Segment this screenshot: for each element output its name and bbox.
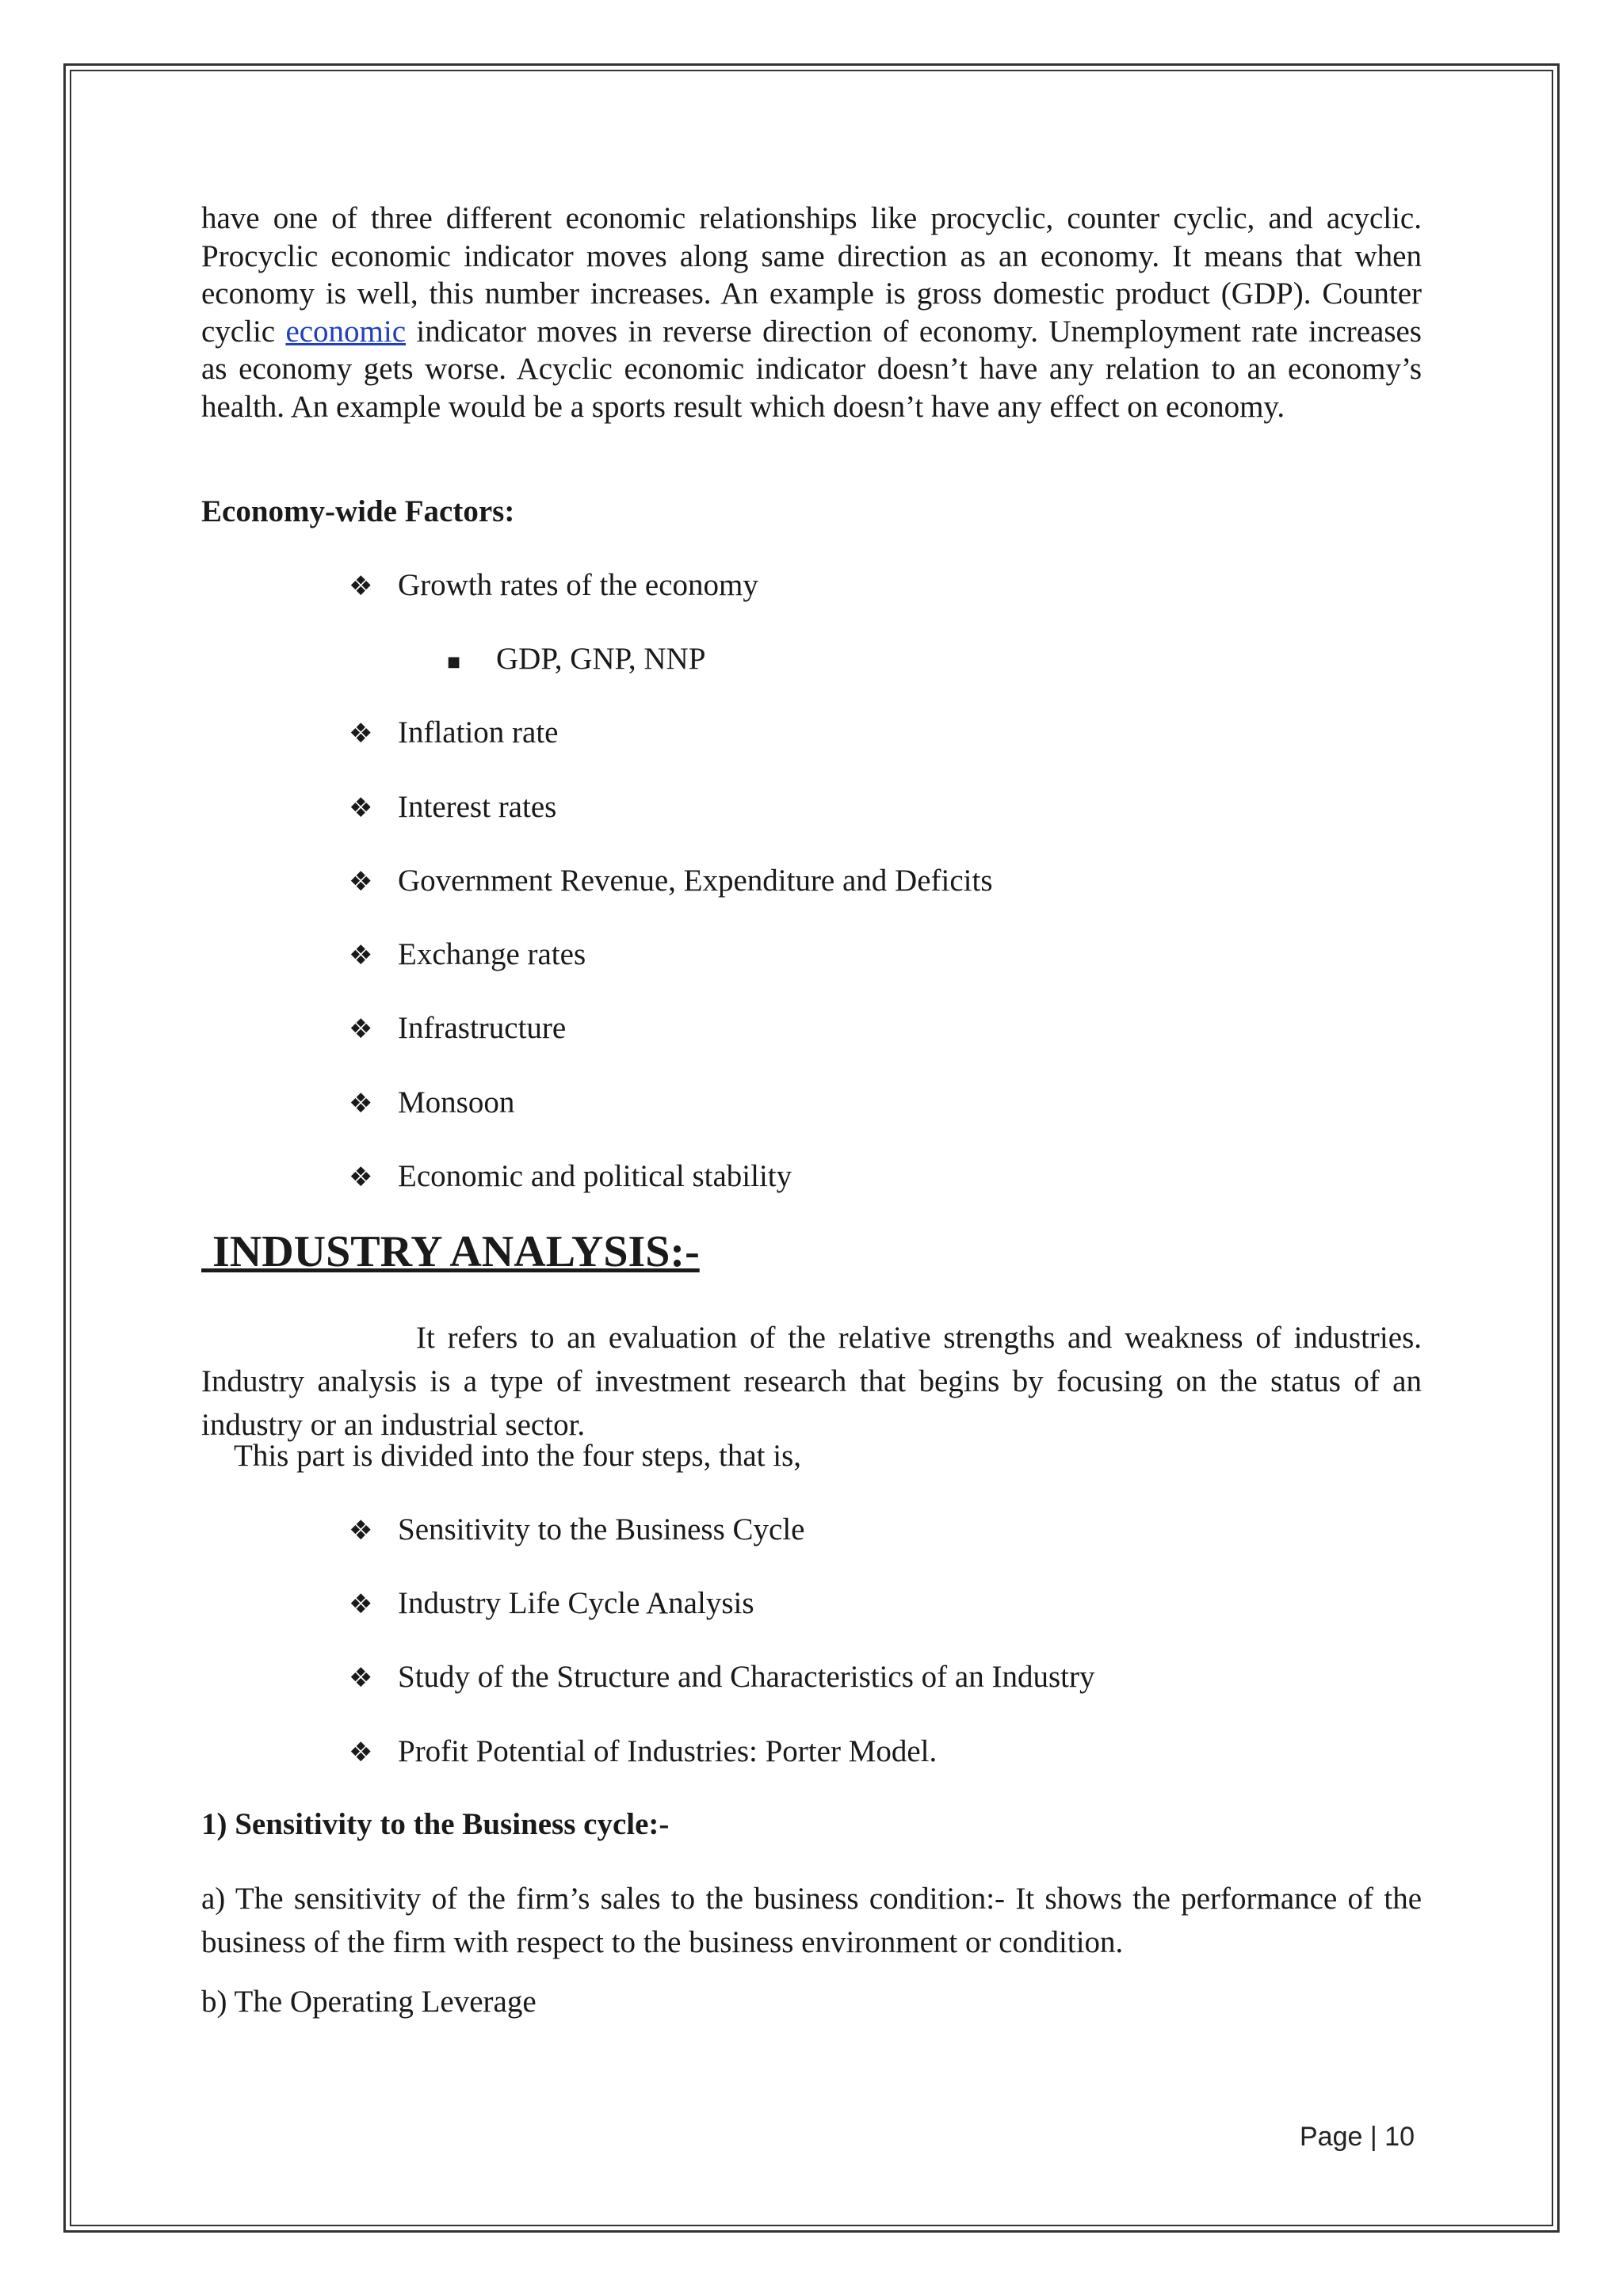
page-number-footer (1300, 2122, 1415, 2153)
list-item (349, 1009, 566, 1048)
industry-paragraph: It refers to an evaluation of the relative strengths and weakness of industries. Industry analysis is a type of investment research that begins by focusing on the status of an industry or an industrial sector. (201, 1321, 1422, 1442)
list-item-text: Infrastructure (398, 1011, 567, 1045)
list-item (349, 1658, 1094, 1697)
list-item-text: Exchange rates (398, 937, 586, 971)
list-item (349, 862, 993, 901)
list-item-text: Inflation rate (398, 715, 559, 749)
list-item-text: GDP, GNP, NNP (496, 642, 706, 676)
diamond-bullet-icon: ❖ (349, 940, 373, 971)
list-item-text: Study of the Structure and Characteristics of an Industry (398, 1660, 1095, 1694)
diamond-bullet-icon: ❖ (349, 1662, 373, 1694)
diamond-bullet-icon: ❖ (349, 1088, 373, 1119)
industry-analysis-title: INDUSTRY ANALYSIS:- (201, 1227, 700, 1276)
diamond-bullet-icon: ❖ (349, 718, 373, 749)
list-item-text: Industry Life Cycle Analysis (398, 1586, 754, 1620)
list-item (349, 936, 586, 974)
list-item-text: Economic and political stability (398, 1159, 792, 1193)
list-item (349, 1511, 805, 1550)
economy-factors-heading: Economy-wide Factors: (201, 494, 515, 528)
list-item (349, 788, 556, 827)
diamond-bullet-icon: ❖ (349, 866, 373, 898)
intro-paragraph (201, 200, 1422, 425)
list-item-text: Monsoon (398, 1085, 515, 1119)
page-separator: | (1369, 2122, 1377, 2152)
diamond-bullet-icon: ❖ (349, 792, 373, 824)
list-item (349, 714, 558, 753)
list-item (349, 1733, 937, 1772)
list-item-text: Government Revenue, Expenditure and Deficits (398, 864, 993, 898)
diamond-bullet-icon: ❖ (349, 1589, 373, 1620)
list-item (349, 566, 758, 605)
intro-text-end: indicator moves in reverse direction of economy. Unemployment rate increases as economy gets worse. Acyclic economic indicator doesn’t have any relation to an economy’s health. An example would be a sports result which doesn’t have any effect on economy. (201, 314, 1422, 424)
sensitivity-point-b: b) The Operating Leverage (201, 1985, 537, 2019)
diamond-bullet-icon: ❖ (349, 1515, 373, 1547)
sensitivity-point-a: a) The sensitivity of the firm’s sales to the business condition:- It shows the performance of the business of the firm with respect to the business environment or condition. (201, 1882, 1422, 1959)
list-item (447, 640, 705, 681)
list-item-text: Growth rates of the economy (398, 568, 758, 602)
page-number: 10 (1384, 2122, 1415, 2152)
diamond-bullet-icon: ❖ (349, 570, 373, 602)
diamond-bullet-icon: ❖ (349, 1013, 373, 1045)
list-item (349, 1585, 754, 1623)
list-item-text: Sensitivity to the Business Cycle (398, 1512, 805, 1547)
diamond-bullet-icon: ❖ (349, 1737, 373, 1768)
list-item-text: Interest rates (398, 790, 557, 824)
list-item (349, 1158, 792, 1196)
square-bullet-icon: ■ (447, 653, 461, 670)
sensitivity-heading: 1) Sensitivity to the Business cycle:- (201, 1807, 670, 1841)
steps-intro: This part is divided into the four steps, that is, (234, 1439, 801, 1473)
intro-text-start: have one of three different economic relationships like procyclic, counter cyclic, and acyclic. Procyclic economic indicator moves along same direction as an economy. It means that when economy is well, this number increases. An example is gross domestic product (GDP). Counter cyclic (201, 201, 1422, 349)
list-item-text: Profit Potential of Industries: Porter Model. (398, 1734, 938, 1768)
list-item (349, 1084, 514, 1123)
page-label: Page (1300, 2122, 1363, 2152)
diamond-bullet-icon: ❖ (349, 1161, 373, 1193)
economic-link[interactable]: economic (285, 314, 407, 349)
